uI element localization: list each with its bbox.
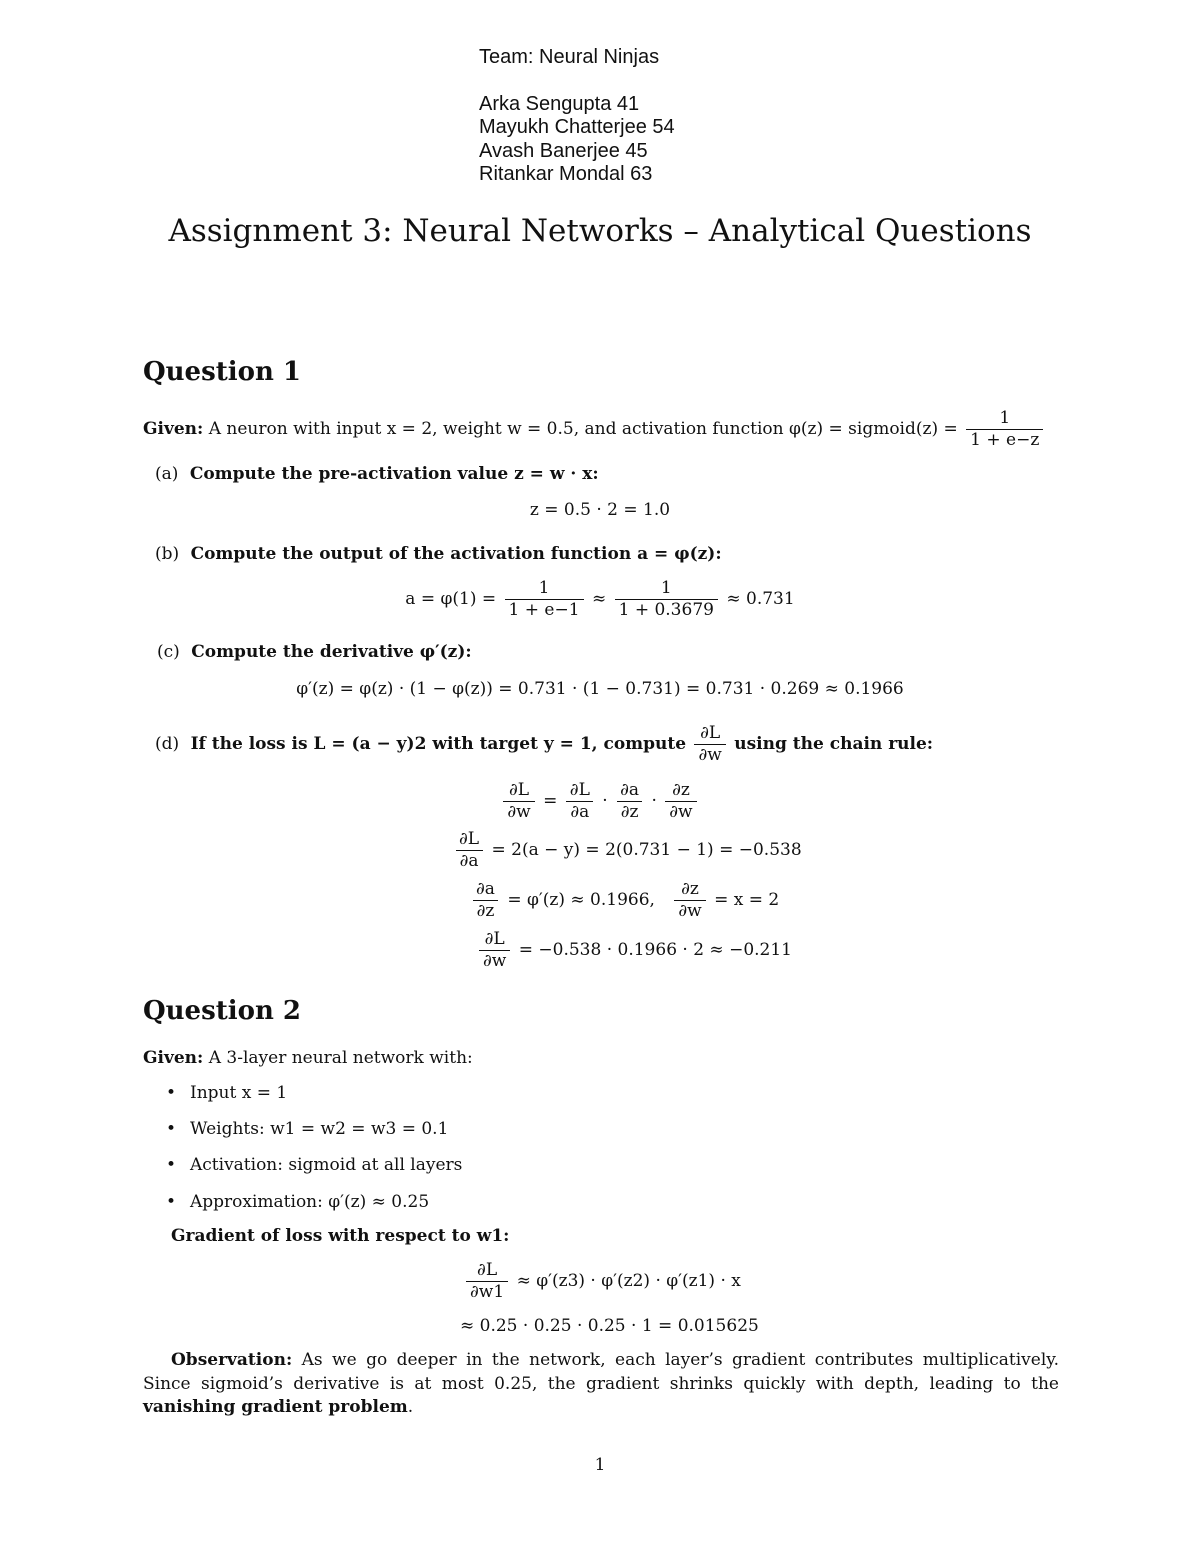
list-item: • Input x = 1 — [170, 1083, 287, 1103]
fraction-numerator: ∂z — [681, 879, 699, 899]
eq-fraction — [472, 879, 499, 922]
observation-text: As we go deeper in the network, each layer’s gradient contributes multiplicatively. Since sigmoid’s derivative is at most 0.25, the gradient shrinks quickly with depth, leading to the — [143, 1350, 1059, 1394]
given-text: A neuron with input x = 2, weight w = 0.5, and activation function φ(z) = sigmoid(z) = — [208, 419, 958, 439]
team-name: Team: Neural Ninjas — [479, 46, 660, 68]
eq-text: = x = 2 — [714, 890, 780, 910]
fraction-denominator: ∂w — [674, 900, 705, 922]
part-text: using the chain rule: — [734, 734, 934, 754]
deriv-line-3 — [476, 929, 792, 972]
given-label: Given: — [143, 1048, 204, 1068]
list-item: • Approximation: φ′(z) ≈ 0.25 — [170, 1192, 429, 1212]
observation-end: . — [407, 1397, 414, 1417]
fraction-numerator: 1 — [538, 578, 550, 598]
fraction-numerator: ∂L — [477, 1260, 498, 1280]
eq-fraction — [616, 780, 643, 823]
deriv-line-2 — [469, 879, 779, 922]
team-member: Arka Sengupta 41 — [479, 92, 640, 115]
eq-text: ≈ φ′(z3) · φ′(z2) · φ′(z1) · x — [516, 1271, 741, 1291]
eq-text: = 2(a − y) = 2(0.731 − 1) = −0.538 — [491, 840, 802, 860]
chain-rule-equation — [0, 780, 1200, 823]
q1-part-b — [155, 544, 722, 564]
eq-text: = — [543, 791, 558, 811]
eq-text: · — [651, 791, 657, 811]
part-label: (c) — [157, 642, 180, 662]
eq-fraction — [503, 780, 534, 823]
team-member: Mayukh Chatterjee 54 — [479, 116, 675, 138]
eq-fraction — [566, 780, 594, 823]
fraction-denominator: ∂z — [617, 801, 643, 823]
fraction-denominator: ∂z — [473, 900, 499, 922]
eq-fraction — [455, 829, 483, 872]
fraction-numerator: ∂L — [569, 780, 590, 800]
part-text: Compute the derivative φ′(z): — [191, 642, 472, 662]
fraction-denominator: 1 + 0.3679 — [615, 599, 718, 621]
list-item: • Activation: sigmoid at all layers — [170, 1155, 462, 1175]
fraction-numerator: ∂L — [459, 829, 480, 849]
eq-fraction — [665, 780, 696, 823]
q1-part-d — [155, 723, 933, 766]
eq-text: = φ′(z) ≈ 0.1966, — [507, 890, 655, 910]
eq-fraction — [479, 929, 510, 972]
q2-given — [143, 1048, 473, 1068]
gradient-heading: Gradient of loss with respect to w1: — [171, 1226, 510, 1246]
question-1-heading: Question 1 — [143, 357, 302, 387]
gradient-equation-line-2: ≈ 0.25 · 0.25 · 0.25 · 1 = 0.015625 — [460, 1316, 759, 1336]
eq-fraction — [505, 578, 584, 621]
fraction-denominator: ∂a — [456, 850, 483, 872]
fraction-denominator: ∂w — [503, 801, 534, 823]
fraction-denominator: ∂w — [479, 950, 510, 972]
fraction-denominator: ∂w — [665, 801, 696, 823]
list-item: • Weights: w1 = w2 = w3 = 0.1 — [170, 1119, 448, 1139]
team-member: Avash Banerjee 45 — [479, 139, 648, 162]
part-label: (b) — [155, 544, 180, 564]
fraction-denominator: 1 + e−1 — [505, 599, 584, 621]
given-label: Given: — [143, 419, 204, 439]
q1-part-a — [155, 464, 599, 484]
fraction-numerator: ∂L — [484, 929, 505, 949]
fraction-denominator: ∂w — [694, 744, 725, 766]
eq-fraction — [615, 578, 718, 621]
eq-text: ≈ — [591, 589, 607, 609]
fraction-numerator: 1 — [999, 408, 1011, 428]
observation-paragraph — [143, 1349, 1059, 1420]
eq-text: a = φ(1) = — [405, 589, 497, 609]
part-label: (d) — [155, 734, 180, 754]
fraction-numerator: 1 — [660, 578, 672, 598]
q1-eq-b — [0, 578, 1200, 621]
part-label: (a) — [155, 464, 179, 484]
eq-text: · — [602, 791, 608, 811]
observation-bold: vanishing gradient problem — [143, 1397, 408, 1417]
team-block — [479, 46, 675, 187]
eq-text: = −0.538 · 0.1966 · 2 ≈ −0.211 — [518, 940, 792, 960]
fraction-denominator: 1 + e−z — [966, 429, 1043, 451]
fraction-numerator: ∂a — [476, 879, 495, 899]
part-text: Compute the pre-activation value z = w · x: — [189, 464, 599, 484]
eq-fraction — [466, 1260, 508, 1303]
q1-eq-a: z = 0.5 · 2 = 1.0 — [529, 500, 671, 520]
observation-label: Observation: — [171, 1350, 293, 1370]
eq-fraction — [694, 723, 725, 766]
question-2-heading: Question 2 — [143, 996, 302, 1026]
eq-fraction — [674, 879, 705, 922]
fraction-numerator: ∂a — [620, 780, 640, 800]
deriv-line-1 — [452, 829, 802, 872]
part-text: If the loss is L = (a − y)2 with target y = 1, compute — [190, 734, 687, 754]
q1-eq-c: φ′(z) = φ(z) · (1 − φ(z)) = 0.731 · (1 − 0.731) = 0.731 · 0.269 ≈ 0.1966 — [296, 679, 904, 699]
gradient-equation — [463, 1260, 741, 1303]
fraction-numerator: ∂L — [509, 780, 530, 800]
q1-given — [143, 408, 1046, 451]
part-text: Compute the output of the activation function a = φ(z): — [190, 544, 722, 564]
team-member: Ritankar Mondal 63 — [479, 163, 653, 185]
q1-part-c — [157, 642, 472, 662]
eq-text: ≈ 0.731 — [726, 589, 795, 609]
fraction-denominator: ∂a — [566, 801, 593, 823]
fraction-numerator: ∂L — [700, 723, 721, 743]
page-number: 1 — [594, 1455, 606, 1475]
given-text: A 3-layer neural network with: — [208, 1048, 473, 1068]
document-title: Assignment 3: Neural Networks – Analytical Questions — [168, 213, 1032, 249]
sigmoid-fraction — [966, 408, 1043, 451]
fraction-denominator: ∂w1 — [466, 1281, 508, 1303]
fraction-numerator: ∂z — [672, 780, 690, 800]
